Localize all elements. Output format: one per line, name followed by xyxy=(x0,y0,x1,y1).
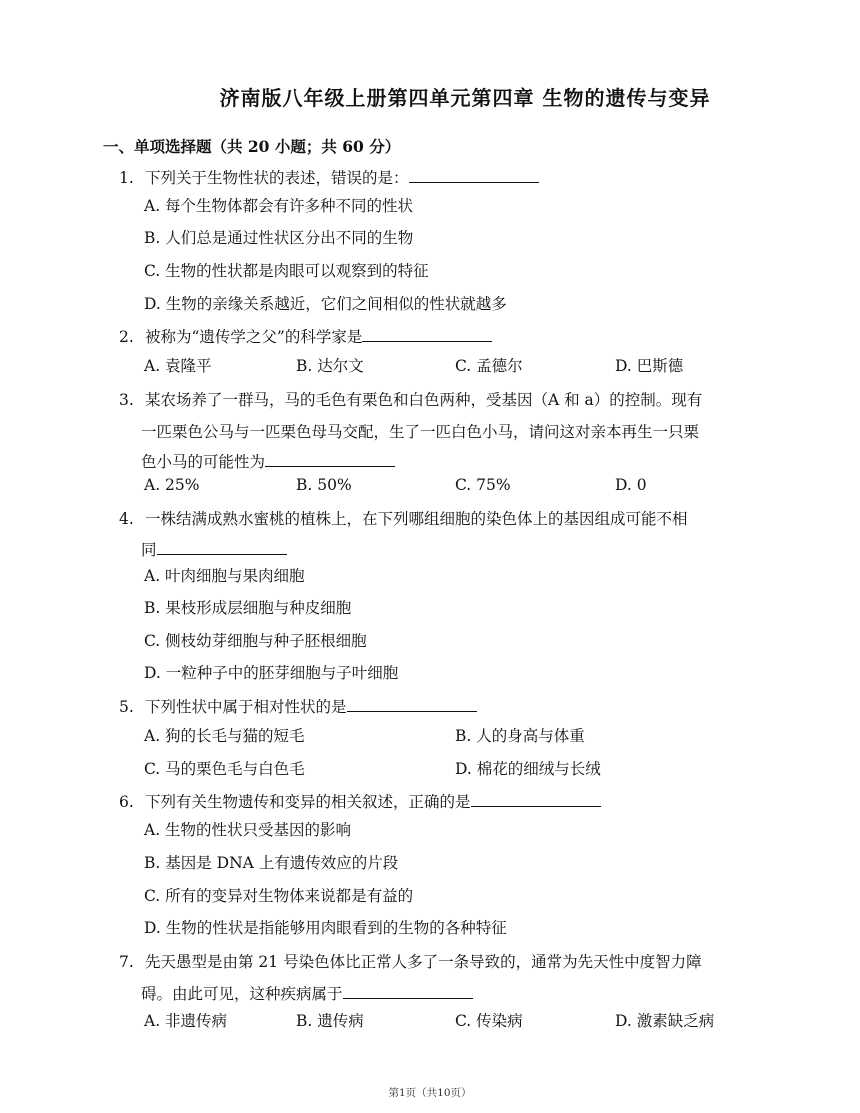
option-c: C. 传染病 xyxy=(455,1012,523,1030)
option-d: D. 0 xyxy=(615,476,647,494)
option-a: A. 25% xyxy=(144,476,200,494)
option-c: C. 75% xyxy=(455,476,511,494)
option-b: B. 果枝形成层细胞与种皮细胞 xyxy=(144,599,352,617)
question-stem-line: 碍。由此可见，这种疾病属于 xyxy=(141,978,787,1010)
answer-blank xyxy=(347,695,477,712)
page-title: 济南版八年级上册第四单元第四章 生物的遗传与变异 xyxy=(219,86,711,110)
option-d: D. 激素缺乏病 xyxy=(615,1012,715,1030)
answer-blank xyxy=(471,790,601,807)
option-c: C. 马的栗色毛与白色毛 xyxy=(144,760,305,778)
answer-blank xyxy=(265,450,395,467)
question-4: 4. 一株结满成熟水蜜桃的植株上，在下列哪组细胞的染色体上的基因组成可能不相 xyxy=(119,510,688,528)
option-b: B. 遗传病 xyxy=(296,1012,364,1030)
question-stem-line: 某农场养了一群马，马的毛色有栗色和白色两种，受基因（A 和 a）的控制。现有 xyxy=(145,391,703,409)
option-d: D. 生物的性状是指能够用肉眼看到的生物的各种特征 xyxy=(144,919,507,937)
question-stem-line: 色小马的可能性为 xyxy=(141,446,787,478)
option-a: A. 叶肉细胞与果肉细胞 xyxy=(144,567,305,585)
option-a: A. 狗的长毛与猫的短毛 xyxy=(144,727,305,745)
section-heading: 一、单项选择题（共 20 小题；共 60 分） xyxy=(103,137,401,156)
question-stem: 被称为“遗传学之父”的科学家是 xyxy=(145,328,363,346)
option-a: A. 非遗传病 xyxy=(144,1012,228,1030)
option-d: D. 生物的亲缘关系越近，它们之间相似的性状就越多 xyxy=(144,295,507,313)
question-stem: 下列有关生物遗传和变异的相关叙述，正确的是 xyxy=(145,793,471,811)
question-5: 5. 下列性状中属于相对性状的是 xyxy=(119,691,765,723)
question-stem: 下列关于生物性状的表述，错误的是： xyxy=(145,169,409,187)
option-d: D. 巴斯德 xyxy=(615,357,684,375)
option-c: C. 侧枝幼芽细胞与种子胚根细胞 xyxy=(144,632,367,650)
question-7: 7. 先天愚型是由第 21 号染色体比正常人多了一条导致的，通常为先天性中度智力障 xyxy=(119,953,702,971)
option-d: D. 棉花的细绒与长绒 xyxy=(455,760,601,778)
option-b: B. 达尔文 xyxy=(296,357,364,375)
question-stem-line: 一匹栗色公马与一匹栗色母马交配，生了一匹白色小马，请问这对亲本再生一只栗 xyxy=(141,423,700,441)
option-a: A. 每个生物体都会有许多种不同的性状 xyxy=(144,197,414,215)
option-b: B. 基因是 DNA 上有遗传效应的片段 xyxy=(144,854,399,872)
question-2: 2. 被称为“遗传学之父”的科学家是 xyxy=(119,321,765,353)
option-b: B. 人们总是通过性状区分出不同的生物 xyxy=(144,229,414,247)
option-d: D. 一粒种子中的胚芽细胞与子叶细胞 xyxy=(144,664,399,682)
option-a: A. 生物的性状只受基因的影响 xyxy=(144,821,352,839)
question-3: 3. 某农场养了一群马，马的毛色有栗色和白色两种，受基因（A 和 a）的控制。现有 xyxy=(119,391,703,409)
option-b: B. 人的身高与体重 xyxy=(455,727,585,745)
option-c: C. 所有的变异对生物体来说都是有益的 xyxy=(144,887,414,905)
option-c: C. 生物的性状都是肉眼可以观察到的特征 xyxy=(144,262,429,280)
question-6: 6. 下列有关生物遗传和变异的相关叙述，正确的是 xyxy=(119,786,765,818)
question-stem-line: 同 xyxy=(141,534,787,566)
question-stem: 下列性状中属于相对性状的是 xyxy=(145,698,347,716)
answer-blank xyxy=(157,538,287,555)
answer-blank xyxy=(362,325,492,342)
answer-blank xyxy=(409,166,539,183)
question-1: 1. 下列关于生物性状的表述，错误的是： xyxy=(119,162,765,194)
option-b: B. 50% xyxy=(296,476,352,494)
page-footer: 第1页（共10页） xyxy=(388,1087,472,1099)
option-a: A. 袁隆平 xyxy=(144,357,212,375)
question-stem-line: 一株结满成熟水蜜桃的植株上，在下列哪组细胞的染色体上的基因组成可能不相 xyxy=(145,510,688,528)
answer-blank xyxy=(343,982,473,999)
option-c: C. 孟德尔 xyxy=(455,357,523,375)
question-stem-line: 先天愚型是由第 21 号染色体比正常人多了一条导致的，通常为先天性中度智力障 xyxy=(145,953,702,971)
